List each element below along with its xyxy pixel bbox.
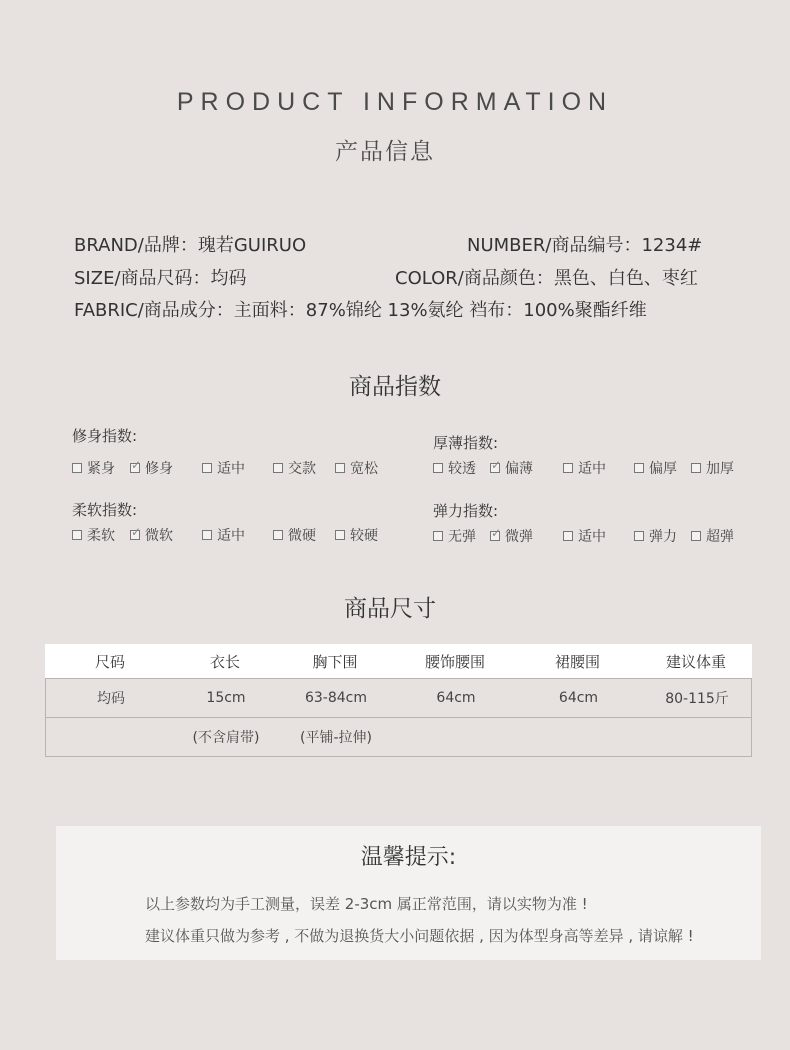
table-row bbox=[45, 678, 752, 718]
header-cell: 衣长 bbox=[209, 652, 240, 671]
option[interactable]: 较透 bbox=[433, 458, 490, 478]
checkbox-icon bbox=[202, 530, 212, 540]
option-selected[interactable]: ✓ 微软 bbox=[130, 525, 202, 545]
tips-line: 以上参数均为手工测量，误差 2-3cm 属正常范围，请以实物为准 ! bbox=[145, 895, 588, 913]
option[interactable]: 超弹 bbox=[691, 526, 734, 546]
tips-title: 温馨提示: bbox=[360, 845, 457, 870]
option[interactable]: 较硬 bbox=[335, 525, 378, 545]
tips-line: 建议体重只做为参考 , 不做为退换货大小问题依据 , 因为体型身高等差异 , 请谅解 ! bbox=[145, 927, 694, 945]
checkbox-icon bbox=[433, 463, 443, 473]
table-cell: 64cm bbox=[558, 690, 599, 706]
table-cell: 63-84cm bbox=[304, 690, 367, 706]
checkbox-icon bbox=[433, 531, 443, 541]
option-selected[interactable]: ✓ 偏薄 bbox=[490, 458, 563, 478]
index-section-title: 商品指数 bbox=[349, 374, 441, 400]
checkbox-checked-icon bbox=[490, 531, 500, 541]
checkbox-icon bbox=[634, 531, 644, 541]
table-cell: 64cm bbox=[436, 690, 476, 706]
checkbox-icon bbox=[563, 463, 573, 473]
title-en: PRODUCT INFORMATION bbox=[176, 88, 614, 116]
elasticity-index-options bbox=[433, 526, 734, 546]
fit-index-label: 修身指数: bbox=[72, 427, 138, 445]
option[interactable]: 适中 bbox=[563, 458, 634, 478]
header-cell: 腰饰腰围 bbox=[424, 652, 485, 671]
option[interactable]: 偏厚 bbox=[634, 458, 691, 478]
header-cell: 建议体重 bbox=[665, 652, 726, 671]
checkbox-icon bbox=[273, 463, 283, 473]
option[interactable]: 宽松 bbox=[335, 458, 378, 478]
brand-info: BRAND/品牌：瑰若GUIRUO bbox=[74, 235, 307, 256]
option[interactable]: 适中 bbox=[563, 526, 634, 546]
checkbox-icon bbox=[72, 530, 82, 540]
checkbox-checked-icon bbox=[130, 530, 140, 540]
option[interactable]: 柔软 bbox=[72, 525, 130, 545]
softness-index-options bbox=[72, 525, 378, 545]
fabric-info: FABRIC/商品成分：主面料：87%锦纶 13%氨纶 裆布：100%聚酯纤维 bbox=[74, 300, 647, 321]
header-cell: 裙腰围 bbox=[554, 652, 600, 671]
table-cell: (不含肩带) bbox=[192, 730, 260, 746]
option[interactable]: 交款 bbox=[273, 458, 335, 478]
checkbox-icon bbox=[563, 531, 573, 541]
option[interactable]: 适中 bbox=[202, 458, 273, 478]
number-info: NUMBER/商品编号：1234# bbox=[467, 235, 703, 256]
table-cell: 均码 bbox=[97, 691, 125, 707]
checkbox-icon bbox=[72, 463, 82, 473]
checkbox-icon bbox=[335, 530, 345, 540]
option[interactable]: 紧身 bbox=[72, 458, 130, 478]
elasticity-index-label: 弹力指数: bbox=[433, 502, 499, 520]
table-header bbox=[45, 644, 752, 678]
thickness-index-options bbox=[433, 458, 734, 478]
softness-index-label: 柔软指数: bbox=[72, 501, 138, 519]
checkbox-checked-icon bbox=[130, 463, 140, 473]
table-cell: (平铺-拉伸) bbox=[300, 730, 372, 746]
header-cell: 尺码 bbox=[94, 652, 125, 671]
option-selected[interactable]: ✓ 微弹 bbox=[490, 526, 563, 546]
checkbox-icon bbox=[273, 530, 283, 540]
size-section-title: 商品尺寸 bbox=[344, 596, 436, 622]
table-cell: 15cm bbox=[206, 690, 246, 706]
option[interactable]: 弹力 bbox=[634, 526, 691, 546]
option-selected[interactable]: ✓ 修身 bbox=[130, 458, 202, 478]
thickness-index-label: 厚薄指数: bbox=[433, 434, 499, 452]
checkbox-checked-icon bbox=[490, 463, 500, 473]
table-cell: 80-115斤 bbox=[665, 691, 729, 707]
header-cell: 胸下围 bbox=[312, 652, 358, 671]
size-table bbox=[45, 644, 752, 757]
color-info: COLOR/商品颜色：黑色、白色、枣红 bbox=[395, 268, 698, 289]
title-cn: 产品信息 bbox=[335, 139, 435, 165]
table-row-notes bbox=[45, 718, 752, 757]
option[interactable]: 适中 bbox=[202, 525, 273, 545]
checkbox-icon bbox=[691, 463, 701, 473]
checkbox-icon bbox=[691, 531, 701, 541]
option[interactable]: 微硬 bbox=[273, 525, 335, 545]
option[interactable]: 加厚 bbox=[691, 458, 734, 478]
fit-index-options bbox=[72, 458, 378, 478]
checkbox-icon bbox=[335, 463, 345, 473]
checkbox-icon bbox=[634, 463, 644, 473]
size-info: SIZE/商品尺码：均码 bbox=[74, 268, 247, 289]
checkbox-icon bbox=[202, 463, 212, 473]
option[interactable]: 无弹 bbox=[433, 526, 490, 546]
